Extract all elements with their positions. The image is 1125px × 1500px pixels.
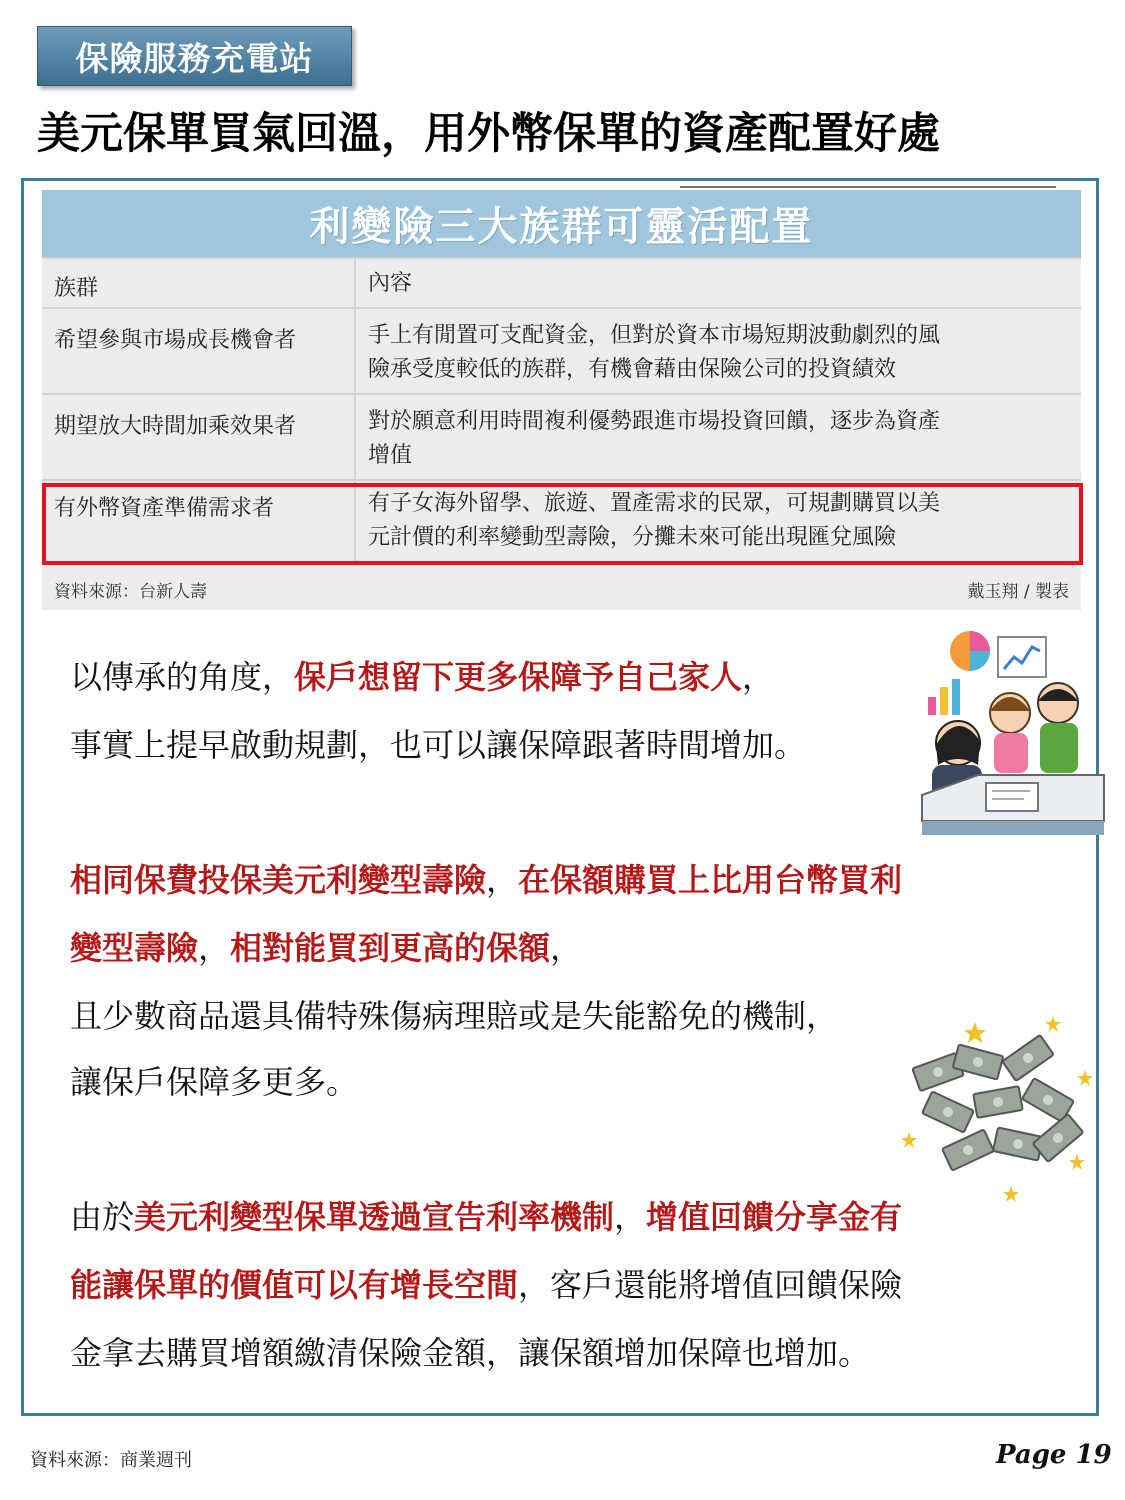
divider [680,186,1056,188]
table-title: 利變險三大族群可靈活配置 [42,190,1081,257]
paragraph-3-line-2: 能讓保單的價值可以有增長空間，客戶還能將增值回饋保險 [70,1266,903,1304]
table-credit: 戴玉翔 / 製表 [967,582,1069,602]
row-content: 手上有閒置可支配資金，但對於資本市場短期波動劇烈的風 險承受度較低的族群，有機會藉由保險公司的投資績效 [368,323,941,382]
section-tag: 保險服務充電站 [37,26,352,86]
paragraph-2-line-2: 變型壽險，相對能買到更高的保額， [70,929,583,967]
paragraph-3-line-1: 由於美元利變型保單透過宣告利率機制，增值回饋分享金有 [70,1198,903,1236]
paragraph-2-line-4: 讓保戶保障多更多。 [70,1063,359,1101]
footer-source: 資料來源：商業週刊 [30,1450,192,1471]
paragraph-1-line-1: 以傳承的角度，保戶想留下更多保障予自己家人， [70,658,775,696]
row-content: 有子女海外留學、旅遊、置產需求的民眾，可規劃購買以美 元計價的利率變動型壽險，分攤未來可能出現匯兌風險 [368,491,941,550]
header-content: 內容 [368,271,413,296]
table-row [42,307,1081,393]
row-group: 期望放大時間加乘效果者 [54,414,297,439]
table-row [42,393,1081,479]
paragraph-1-line-2: 事實上提早啟動規劃，也可以讓保障跟著時間增加。 [70,726,807,764]
row-group: 有外幣資產準備需求者 [54,496,275,521]
page-number: Page 19 [996,1440,1112,1470]
paragraph-2-line-1: 相同保費投保美元利變型壽險，在保額購買上比用台幣買利 [70,861,903,899]
table-source: 資料來源：台新人壽 [54,582,207,602]
flying-money-icon [895,1010,1100,1205]
row-group: 希望參與市場成長機會者 [54,328,297,353]
header-group: 族群 [54,276,99,301]
paragraph-2-line-3: 且少數商品還具備特殊傷病理賠或是失能豁免的機制， [70,997,839,1035]
page-headline: 美元保單買氣回溫，用外幣保單的資產配置好處 [37,109,940,159]
paragraph-3-line-3: 金拿去購買增額繳清保險金額，讓保額增加保障也增加。 [70,1334,871,1372]
financial-advisor-consultation-icon [918,625,1108,840]
row-content: 對於願意利用時間複利優勢跟進市場投資回饋，逐步為資產 增值 [368,409,941,468]
highlight-box [42,483,1083,565]
table-header-row [42,257,1081,307]
